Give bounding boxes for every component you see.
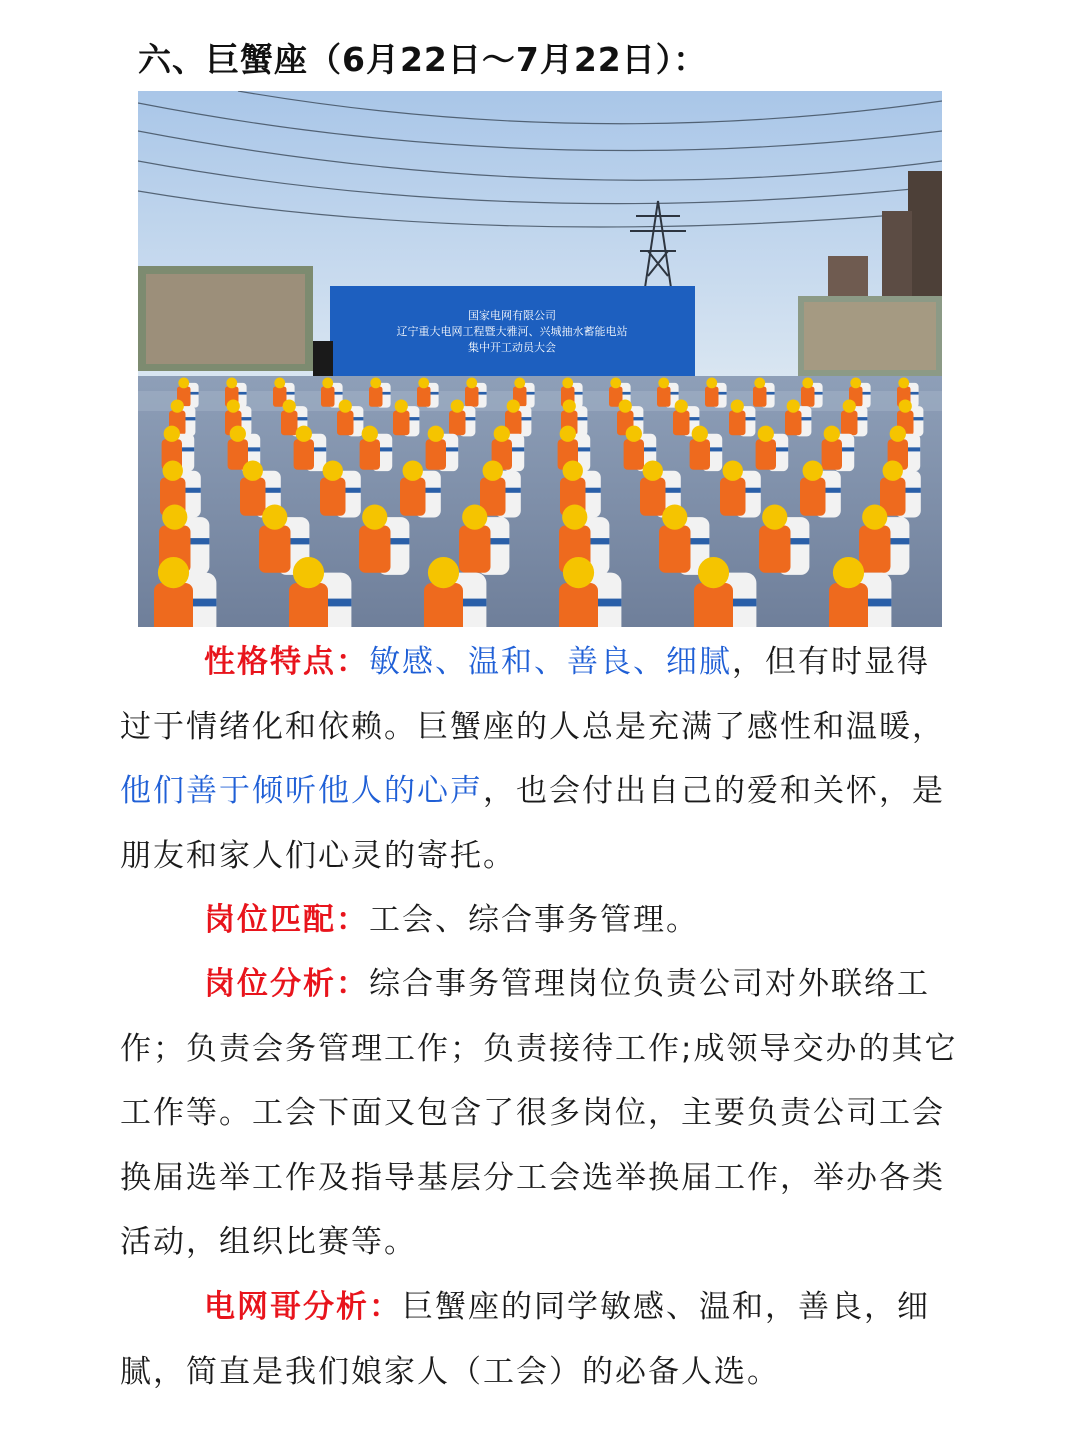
job-analysis-paragraph bbox=[120, 952, 960, 1275]
job-analysis-text: 综合事务管理岗位负责公司对外联络工作；负责会务管理工作；负责接待工作;成领导交办的其它工作等。工会下面又包含了很多岗位，主要负责公司工会换届选举工作及指导基层分工会选举换届工作，举办各类活动，组织比赛等。 bbox=[120, 966, 958, 1260]
job-match-text: 工会、综合事务管理。 bbox=[369, 902, 699, 938]
personality-text-1: ，但有时显得过于情绪化和依赖。巨蟹座的人总是充满了感性和温暖， bbox=[120, 644, 945, 745]
banner-line-2: 辽宁重大电网工程暨大雅河、兴城抽水蓄能电站 bbox=[396, 325, 628, 338]
banner-line-1: 国家电网有限公司 bbox=[468, 309, 556, 322]
grid-bro-label: 电网哥分析： bbox=[204, 1289, 402, 1325]
job-match-label: 岗位匹配： bbox=[204, 902, 369, 938]
personality-highlight-listen: 他们善于倾听他人的心声 bbox=[120, 773, 483, 809]
job-analysis-label: 岗位分析： bbox=[204, 966, 369, 1002]
section-heading: 六、巨蟹座（6月22日～7月22日）： bbox=[138, 40, 708, 79]
personality-paragraph bbox=[120, 630, 960, 888]
personality-text-2: ，也会付出自己的爱和关怀，是朋友和家人们心灵的寄托。 bbox=[120, 773, 945, 874]
job-match-paragraph bbox=[120, 888, 960, 953]
event-photo bbox=[138, 91, 942, 627]
personality-label: 性格特点： bbox=[204, 644, 369, 680]
personality-highlight-traits: 敏感、温和、善良、细腻 bbox=[369, 644, 732, 680]
grid-bro-text: 巨蟹座的同学敏感、温和，善良，细腻，简直是我们娘家人（工会）的必备人选。 bbox=[120, 1289, 930, 1390]
banner-line-3: 集中开工动员大会 bbox=[468, 341, 556, 354]
grid-bro-paragraph bbox=[120, 1275, 960, 1404]
